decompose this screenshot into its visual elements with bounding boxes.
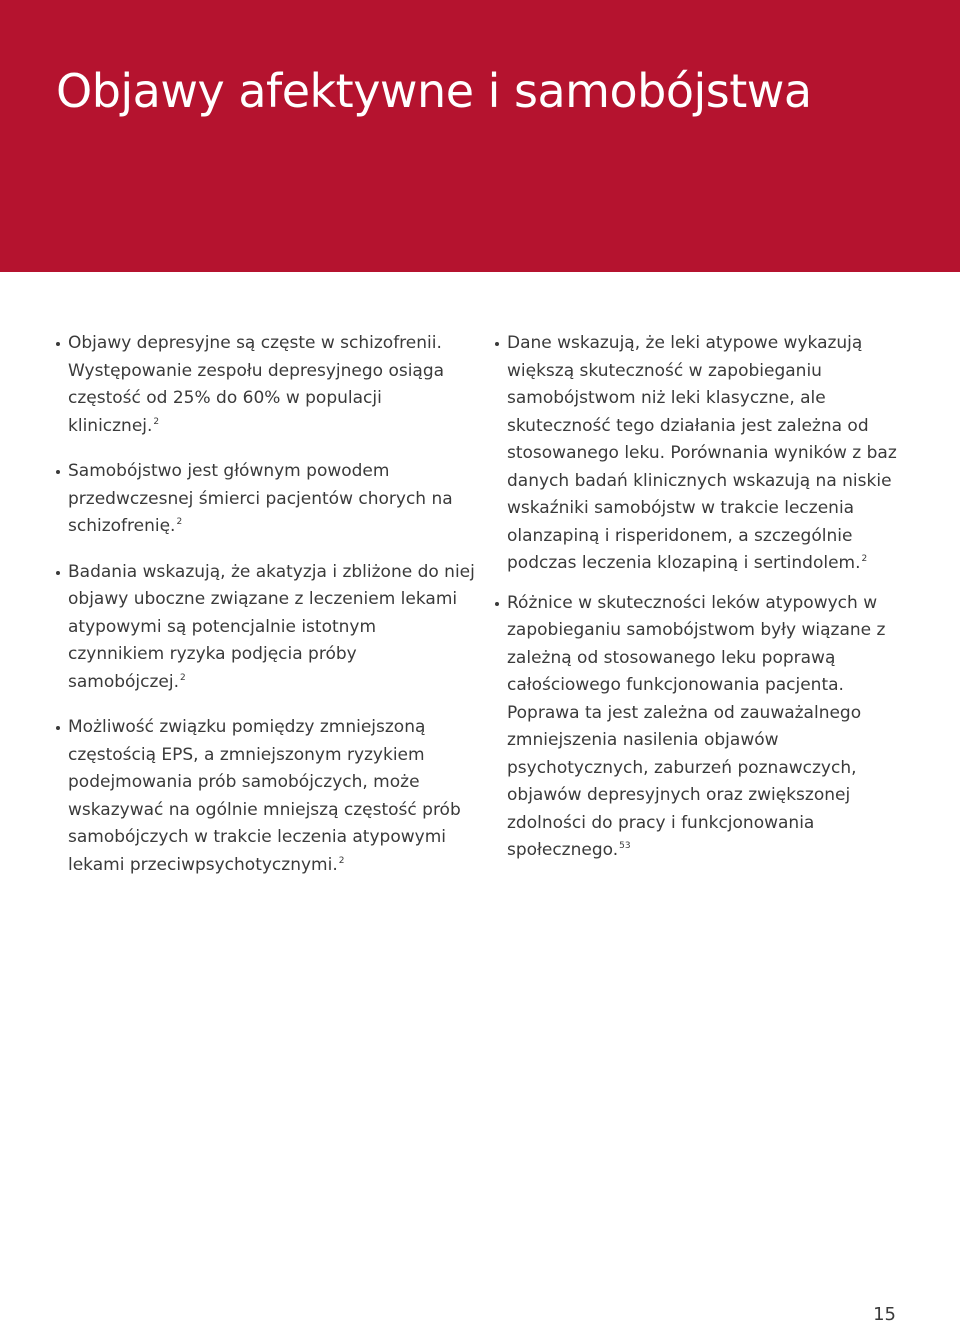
right-bullet-list	[495, 330, 905, 865]
reference-mark: 53	[619, 841, 631, 851]
bullet-icon	[495, 602, 499, 606]
list-item	[56, 458, 476, 541]
bullet-text: Badania wskazują, że akatyzja i zbliżone do niej objawy uboczne związane z leczeniem lekami atypowymi są potencjalnie istotnym czynnikiem ryzyka podjęcia próby samobójczej.	[68, 561, 475, 692]
right-column	[495, 330, 905, 877]
bullet-text: Samobójstwo jest głównym powodem przedwczesnej śmierci pacjentów chorych na schizofrenię.	[68, 461, 453, 536]
bullet-text: Możliwość związku pomiędzy zmniejszoną częstością EPS, a zmniejszonym ryzykiem podejmowania prób samobójczych, może wskazywać na ogólnie mniejszą częstość prób samobójczych w trakcie leczenia atypowymi lekami przeciwpsychotycznymi.	[68, 717, 461, 875]
bullet-icon	[56, 470, 60, 474]
reference-mark: 2	[861, 554, 868, 564]
left-column	[56, 330, 476, 897]
bullet-text: Dane wskazują, że leki atypowe wykazują większą skuteczność w zapobieganiu samobójstwom niż leki klasyczne, ale skuteczność tego działania jest zależna od stosowanego leku. Porównania wyników z baz danych badań klinicznych wskazują na niskie wskaźniki samobójstw w trakcie leczenia olanzapiną i risperidonem, a szczególnie podczas leczenia klozapiną i sertindolem.	[507, 333, 897, 573]
bullet-icon	[56, 342, 60, 346]
bullet-icon	[495, 342, 499, 346]
reference-mark: 2	[153, 416, 160, 427]
bullet-icon	[56, 726, 60, 730]
page-number: 15	[873, 1304, 896, 1325]
bullet-text: Objawy depresyjne są częste w schizofrenii. Występowanie zespołu depresyjnego osiąga częstość od 25% do 60% w populacji klinicznej.	[68, 333, 445, 436]
bullet-icon	[56, 571, 60, 575]
bullet-text: Różnice w skuteczności leków atypowych w zapobieganiu samobójstwom były wiązane z zależną od stosowanego leku poprawą całościowego funkcjonowania pacjenta. Poprawa ta jest zależna od zauważalnego zmniejszenia nasilenia objawów psychotycznych, zaburzeń poznawczych, objawów depresyjnych oraz zwiększonej zdolności do pracy i funkcjonowania społecznego.	[507, 592, 886, 860]
list-item	[56, 330, 476, 440]
list-item	[56, 714, 476, 879]
list-item	[495, 590, 905, 865]
list-item	[495, 330, 905, 578]
reference-mark: 2	[176, 517, 183, 527]
page-title: Objawy afektywne i samobójstwa	[56, 64, 812, 118]
reference-mark: 2	[180, 672, 186, 683]
header-band	[0, 0, 960, 272]
left-bullet-list	[56, 330, 476, 879]
reference-mark: 2	[338, 855, 345, 866]
list-item	[56, 559, 476, 697]
